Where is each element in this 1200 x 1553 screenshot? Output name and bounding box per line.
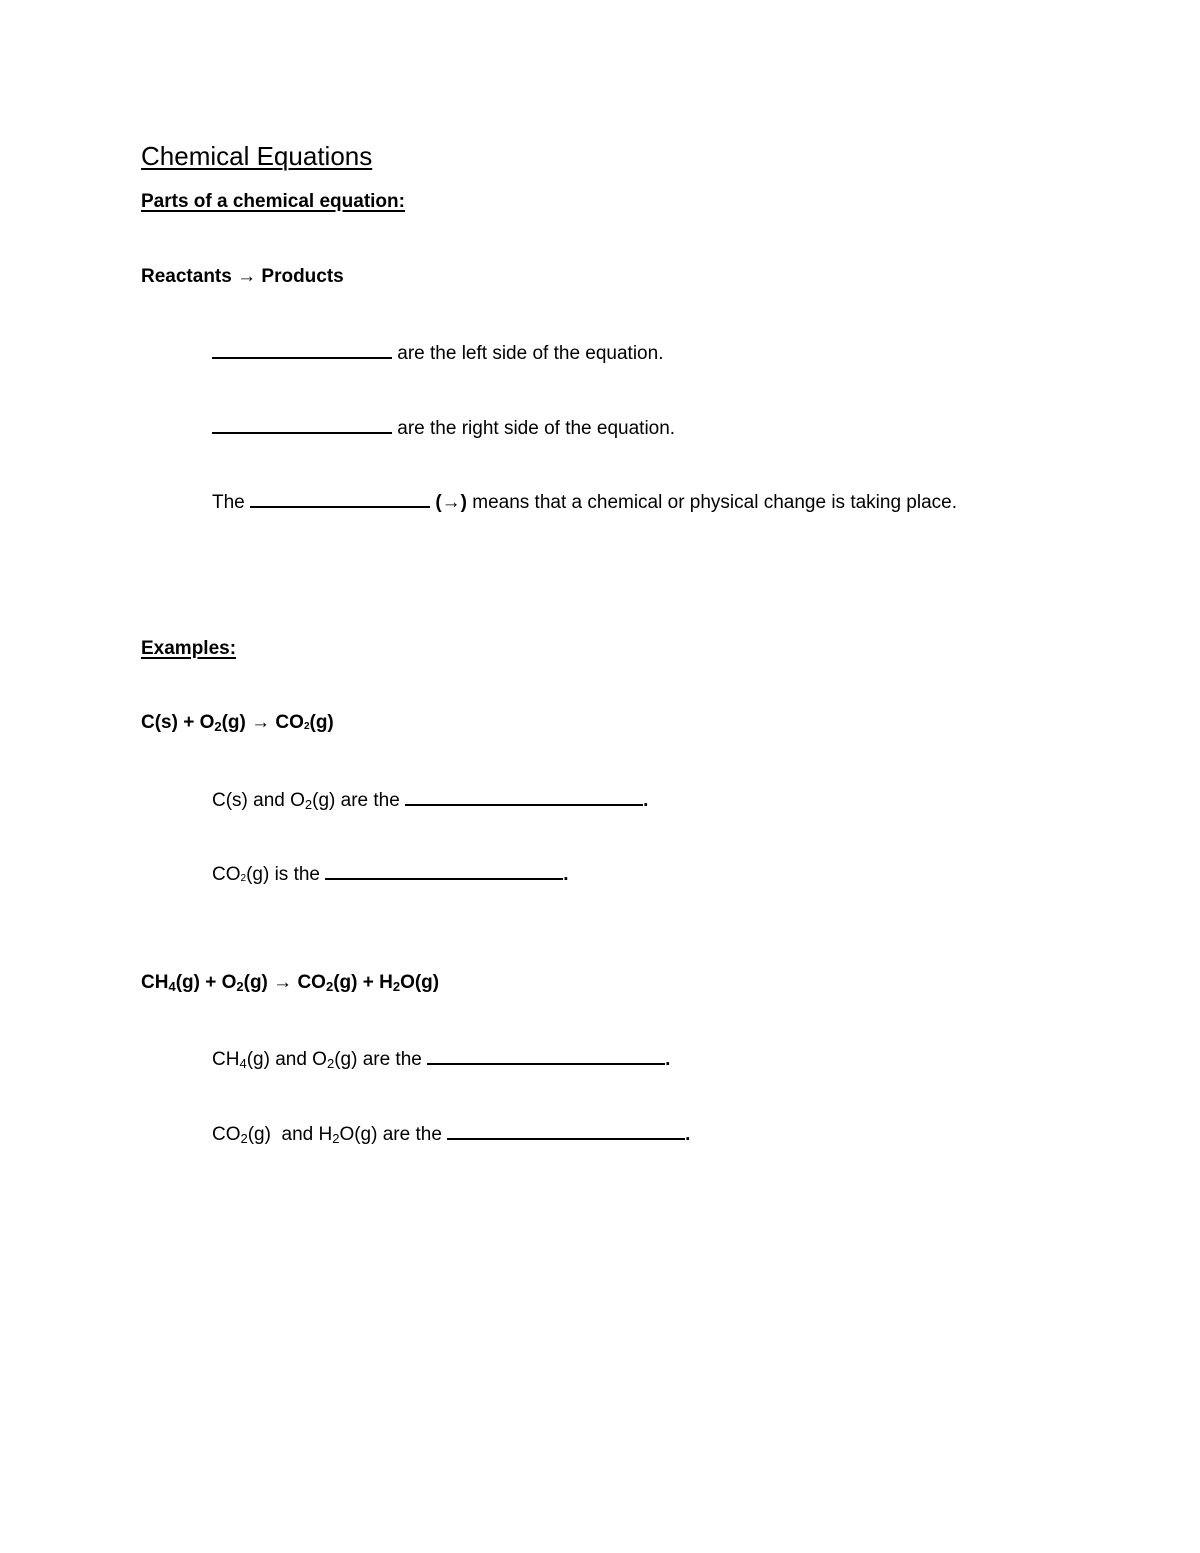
section-heading-examples: Examples:	[141, 638, 237, 659]
answer-blank[interactable]	[212, 416, 392, 434]
example2-question2: $CO_2(g)$ and $H_2O(g)$ are the .	[212, 1124, 691, 1146]
example1-equation: $C(s) + O_2(g) \to CO_2(g)$	[141, 712, 334, 734]
products-term: Products	[261, 266, 344, 287]
arrow-symbol: (→)	[435, 492, 467, 513]
arrow-icon: →	[237, 266, 257, 287]
example2-question1: $CH_4(g)$ and $O_2(g)$ are the .	[212, 1049, 671, 1071]
line-prefix: The	[212, 492, 245, 513]
reactants-term: Reactants	[141, 266, 232, 287]
general-equation	[141, 267, 344, 286]
answer-blank[interactable]	[427, 1047, 665, 1065]
section-heading-parts: Parts of a chemical equation:	[141, 191, 405, 212]
answer-blank[interactable]	[325, 862, 563, 880]
answer-blank[interactable]	[212, 341, 392, 359]
answer-blank[interactable]	[250, 490, 430, 508]
page-title: Chemical Equations	[141, 141, 373, 171]
answer-blank[interactable]	[405, 788, 643, 806]
example1-question1: C(s) and $O_2(g)$ are the .	[212, 790, 649, 812]
example2-equation: $CH_4(g) + O_2(g) \to CO_2(g) + H_2O(g)$	[141, 972, 440, 994]
fill-line-reactants	[212, 341, 663, 363]
answer-blank[interactable]	[447, 1122, 685, 1140]
fill-line-arrow	[212, 490, 957, 512]
line-text: are the right side of the equation.	[397, 418, 676, 439]
fill-line-products	[212, 416, 675, 438]
line-text: means that a chemical or physical change is taking place.	[472, 492, 958, 513]
line-text: are the left side of the equation.	[397, 343, 664, 364]
example1-question2: $CO_2(g)$ is the .	[212, 864, 569, 885]
